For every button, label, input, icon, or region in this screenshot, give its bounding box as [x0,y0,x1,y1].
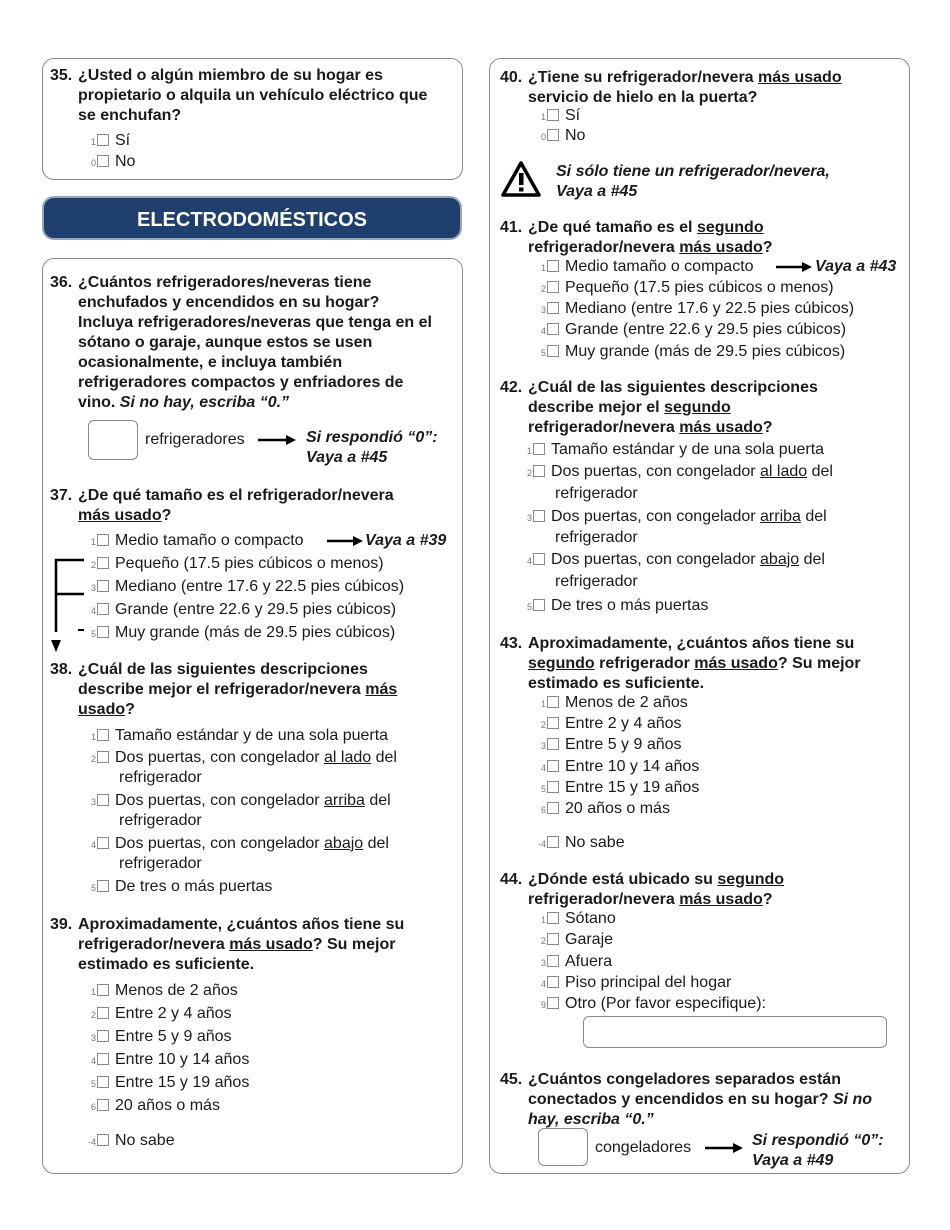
q36-instruction: Si no hay, escriba “0.” [119,394,290,411]
q42-text-part: describe mejor el [528,399,665,416]
option-code: 2 [90,754,96,764]
option-label: Tamaño estándar y de una sola puerta [115,727,389,744]
option-label-end: del [363,835,389,852]
checkbox[interactable] [547,345,559,357]
checkbox[interactable] [533,510,545,522]
q39-text-part: refrigerador/nevera [78,936,230,953]
checkbox[interactable] [547,260,559,272]
option-code: 6 [540,805,546,815]
q43-option-4[interactable] [536,757,699,778]
option-code: 5 [90,1079,96,1089]
option-label: Muy grande (más de 29.5 pies cúbicos) [565,343,846,360]
q39-text-line1: Aproximadamente, ¿cuántos años tiene su [78,916,405,933]
checkbox[interactable] [533,465,545,477]
q42-text-line1: ¿Cuál de las siguientes descripciones [528,379,818,396]
q37-option-1[interactable] [86,531,304,552]
q37-text-end: ? [161,507,172,524]
option-label: Grande (entre 22.6 y 29.5 pies cúbicos) [115,601,397,618]
option-code: 3 [540,958,546,968]
option-code: -4 [537,839,546,849]
option-code: 3 [540,305,546,315]
q37-text-line2 [78,506,171,526]
q42-option-3-cont: refrigerador [555,529,638,546]
q45-text-line1: ¿Cuántos congeladores separados están [528,1071,841,1088]
option-code: 4 [540,979,546,989]
option-label: Medio tamaño o compacto [565,258,754,275]
q36-text-line2: enchufados y encendidos en su hogar? [78,294,380,311]
q38-option-1[interactable] [86,726,388,747]
checkbox[interactable] [547,976,559,988]
option-underlined: abajo [324,835,364,852]
option-code: -4 [87,1137,96,1147]
q44-number: 44. [500,871,523,888]
option-code: 3 [90,1033,96,1043]
option-label: Entre 5 y 9 años [565,736,682,753]
option-label: Grande (entre 22.6 y 29.5 pies cúbicos) [565,321,847,338]
checkbox[interactable] [97,1030,109,1042]
option-label: Entre 15 y 19 años [565,779,700,796]
q39-number: 39. [50,916,73,933]
checkbox[interactable] [97,557,109,569]
checkbox[interactable] [547,302,559,314]
checkbox[interactable] [547,836,559,848]
q43-underlined: segundo [528,655,595,672]
q42-option-5[interactable] [522,596,708,617]
q40-text-line2: servicio de hielo en la puerta? [528,89,758,106]
q45-count-input[interactable] [538,1128,588,1166]
option-underlined: abajo [760,551,800,568]
option-code: 2 [540,284,546,294]
q43-text-line2 [528,654,861,674]
q41-text-line1 [528,218,764,238]
section-banner: ELECTRODOMÉSTICOS [42,196,462,240]
option-code: 2 [540,720,546,730]
option-code: 0 [90,158,96,168]
q42-number: 42. [500,379,523,396]
q42-option-4-cont: refrigerador [555,573,638,590]
q39-option-1[interactable] [86,981,238,1002]
q40-warning-line2: Vaya a #45 [556,183,638,200]
q43-option-6[interactable] [536,799,670,820]
q43-text-line3: estimado es suficiente. [528,675,705,692]
q41-text-line2 [528,238,773,258]
q41-option-2[interactable] [536,278,834,299]
checkbox[interactable] [97,880,109,892]
option-label: Tamaño estándar y de una sola puerta [551,441,825,458]
q43-text-part: refrigerador [594,655,695,672]
option-code: 4 [90,840,96,850]
option-code: 1 [540,112,546,122]
option-underlined: al lado [324,749,372,766]
option-code: 5 [90,629,96,639]
option-label: Dos puertas, con congelador [115,835,325,852]
arrow-right-icon [327,535,365,547]
option-code: 5 [90,883,96,893]
q45-unit-label: congeladores [595,1139,692,1156]
checkbox[interactable] [97,1099,109,1111]
q37-skip: Vaya a #39 [365,532,447,549]
q45-instruction: hay, escriba “0.” [528,1111,654,1128]
checkbox[interactable] [547,781,559,793]
q44-option-4[interactable] [536,973,731,994]
q38-option-5[interactable] [86,877,272,898]
q44-underlined: más usado [679,891,763,908]
q35-option-no[interactable] [86,152,135,173]
option-label: 20 años o más [115,1097,220,1114]
checkbox[interactable] [97,984,109,996]
option-code: 5 [526,602,532,612]
checkbox[interactable] [97,134,109,146]
checkbox[interactable] [547,760,559,772]
q35-number: 35. [50,67,73,84]
checkbox[interactable] [97,1053,109,1065]
q36-text-plain: vino. [78,394,120,411]
checkbox[interactable] [97,1076,109,1088]
option-label: Piso principal del hogar [565,974,732,991]
option-code: 3 [540,741,546,751]
option-code: 0 [540,132,546,142]
option-code: 2 [90,1010,96,1020]
q38-text-part: describe mejor el refrigerador/nevera [78,681,366,698]
option-label: Muy grande (más de 29.5 pies cúbicos) [115,624,396,641]
q35-text-line2: propietario o alquila un vehículo eléctrico que [78,87,428,104]
option-code: 6 [90,1102,96,1112]
option-code: 1 [90,987,96,997]
option-label: Medio tamaño o compacto [115,532,304,549]
option-code: 2 [526,468,532,478]
q39-option-2[interactable] [86,1004,232,1025]
option-code: 4 [526,556,532,566]
option-code: 5 [540,348,546,358]
checkbox[interactable] [547,323,559,335]
q41-option-1[interactable] [536,257,754,278]
option-code: 4 [90,1056,96,1066]
option-underlined: al lado [760,463,808,480]
checkbox[interactable] [547,281,559,293]
option-label-end: del [799,551,825,568]
option-label-end: del [800,508,827,525]
q39-text-line3: estimado es suficiente. [78,956,255,973]
q36-skip-line2: Vaya a #45 [306,449,388,466]
q38-text-line3 [78,700,135,720]
q36-text-line1: ¿Cuántos refrigeradores/neveras tiene [78,274,372,291]
q39-option-dont-know[interactable] [82,1131,175,1152]
q45-number: 45. [500,1071,523,1088]
q36-text-line7 [78,393,289,413]
q42-text-end: ? [762,419,773,436]
q37-number: 37. [50,487,73,504]
option-code: 1 [540,263,546,273]
q42-text-part: refrigerador/nevera [528,419,680,436]
option-code: 1 [90,137,96,147]
q45-skip-line2: Vaya a #49 [752,1152,834,1169]
checkbox[interactable] [97,729,109,741]
q45-instruction: Si no [832,1091,873,1108]
option-code: 4 [90,606,96,616]
checkbox[interactable] [547,912,559,924]
q44-text-part: ¿Dónde está ubicado su [528,871,718,888]
option-label: Otro (Por favor especifique): [565,995,766,1012]
option-label: Entre 2 y 4 años [565,715,682,732]
q45-text-line3 [528,1110,654,1130]
option-label: Garaje [565,931,614,948]
option-label-end: del [364,792,391,809]
q39-option-6[interactable] [86,1096,220,1117]
q41-number: 41. [500,219,523,236]
option-label: De tres o más puertas [551,597,709,614]
q41-option-4[interactable] [536,320,846,341]
q41-underlined: segundo [696,219,764,236]
option-label: Entre 10 y 14 años [565,758,700,775]
q36-skip-line1: Si respondió “0”: [306,429,438,446]
q44-option-2[interactable] [536,930,613,951]
option-underlined: arriba [324,792,365,809]
q38-option-2-cont: refrigerador [119,769,202,786]
q41-option-3[interactable] [536,299,854,320]
option-label: Mediano (entre 17.6 y 22.5 pies cúbicos) [565,300,855,317]
q38-option-3-cont: refrigerador [119,812,202,829]
option-label: Dos puertas, con congelador [115,749,325,766]
option-code: 3 [526,513,532,523]
q41-underlined: más usado [679,239,763,256]
q40-number: 40. [500,69,523,86]
q40-text-part: ¿Tiene su refrigerador/nevera [528,69,759,86]
option-label: Entre 2 y 4 años [115,1005,232,1022]
checkbox[interactable] [547,738,559,750]
q37-option-3[interactable] [86,577,404,598]
option-label: No [565,127,586,144]
arrow-right-icon [776,261,814,273]
q41-skip: Vaya a #43 [815,258,897,275]
q39-text-line2 [78,935,395,955]
checkbox[interactable] [533,599,545,611]
warning-icon [500,160,542,198]
q42-text-line2 [528,398,731,418]
option-code: 2 [90,560,96,570]
option-label: Dos puertas, con congelador [551,463,761,480]
option-label: Pequeño (17.5 pies cúbicos o menos) [115,555,384,572]
q43-option-dont-know[interactable] [532,833,625,854]
checkbox[interactable] [97,837,109,849]
option-label-end: del [371,749,397,766]
q43-underlined: más usado [694,655,778,672]
q40-option-no[interactable] [536,126,585,147]
q38-option-4-cont: refrigerador [119,855,202,872]
q43-number: 43. [500,635,523,652]
checkbox[interactable] [547,933,559,945]
q43-option-3[interactable] [536,735,682,756]
q37-option-5[interactable] [86,623,395,644]
checkbox[interactable] [97,626,109,638]
checkbox[interactable] [547,955,559,967]
q42-option-2[interactable] [522,462,833,483]
option-label: No [115,153,136,170]
checkbox[interactable] [547,717,559,729]
q36-count-input[interactable] [88,420,138,460]
option-label: Dos puertas, con congelador [551,551,761,568]
option-code: 3 [90,583,96,593]
q37-option-2[interactable] [86,554,384,575]
q43-option-5[interactable] [536,778,699,799]
checkbox[interactable] [97,1007,109,1019]
option-code: 1 [90,732,96,742]
q45-text-line2 [528,1090,872,1110]
option-label: Dos puertas, con congelador [115,792,325,809]
q40-warning-line1: Si sólo tiene un refrigerador/nevera, [556,163,830,180]
q38-text-line1: ¿Cuál de las siguientes descripciones [78,661,368,678]
q37-option-4[interactable] [86,600,396,621]
option-label: 20 años o más [565,800,670,817]
q36-text-line5: ocasionalmente, e incluya también [78,354,343,371]
q35-option-yes[interactable] [86,131,130,152]
q43-option-2[interactable] [536,714,682,735]
q42-option-1[interactable] [522,440,824,461]
q44-option-9[interactable] [536,994,766,1015]
q39-option-4[interactable] [86,1050,249,1071]
option-label: Mediano (entre 17.6 y 22.5 pies cúbicos) [115,578,405,595]
q38-underlined: más [365,681,398,698]
q42-option-3[interactable] [522,507,827,528]
option-code: 5 [540,784,546,794]
q35-text-line3: se enchufan? [78,107,182,124]
q40-option-yes[interactable] [536,106,580,127]
q38-underlined: usado [78,701,126,718]
checkbox[interactable] [547,696,559,708]
q39-underlined: más usado [229,936,313,953]
option-code: 1 [90,537,96,547]
bracket-arrow-icon [48,556,98,656]
q45-text-part: conectados y encendidos en su hogar? [528,1091,833,1108]
checkbox[interactable] [97,580,109,592]
option-code: 2 [540,936,546,946]
q44-option-1[interactable] [536,909,616,930]
option-code: 9 [540,1000,546,1010]
arrow-right-icon [258,434,298,446]
checkbox[interactable] [97,155,109,167]
option-label: No sabe [115,1132,175,1149]
option-label: Sótano [565,910,616,927]
q43-text-part: ? Su mejor [777,655,861,672]
q41-text-end: ? [762,239,773,256]
q44-text-part: refrigerador/nevera [528,891,680,908]
q36-text-line4: sótano o garaje, aunque estos se usen [78,334,373,351]
q38-option-3[interactable] [86,791,391,812]
q36-text-line6: refrigeradores compactos y enfriadores de [78,374,404,391]
checkbox[interactable] [533,443,545,455]
option-code: 3 [90,797,96,807]
option-code: 1 [540,915,546,925]
option-label: No sabe [565,834,625,851]
q42-option-2-cont: refrigerador [555,485,638,502]
q44-underlined: segundo [717,871,785,888]
option-label: Entre 10 y 14 años [115,1051,250,1068]
q38-number: 38. [50,661,73,678]
q42-underlined: segundo [664,399,731,416]
q35-text-line1: ¿Usted o algún miembro de su hogar es [78,67,383,84]
q39-option-3[interactable] [86,1027,232,1048]
q43-option-1[interactable] [536,693,688,714]
option-label: Dos puertas, con congelador [551,508,761,525]
checkbox[interactable] [97,603,109,615]
option-label: Sí [565,107,581,124]
q44-text-end: ? [762,891,773,908]
q38-text-end: ? [125,701,135,718]
q36-unit-label: refrigeradores [145,431,245,448]
option-label: Menos de 2 años [115,982,238,999]
checkbox[interactable] [97,751,109,763]
checkbox[interactable] [547,802,559,814]
q38-text-line2 [78,680,397,700]
option-label: Pequeño (17.5 pies cúbicos o menos) [565,279,834,296]
checkbox[interactable] [547,129,559,141]
q42-underlined: más usado [679,419,763,436]
checkbox[interactable] [533,553,545,565]
option-label: Entre 5 y 9 años [115,1028,232,1045]
q37-text-line1: ¿De qué tamaño es el refrigerador/nevera [78,487,394,504]
q45-skip-line1: Si respondió “0”: [752,1132,884,1149]
q38-option-2[interactable] [86,748,397,769]
q36-text-line3: Incluya refrigeradores/neveras que tenga en el [78,314,432,331]
checkbox[interactable] [97,534,109,546]
arrow-right-icon [705,1142,745,1154]
option-label: Sí [115,132,131,149]
option-underlined: arriba [760,508,801,525]
option-label: Entre 15 y 19 años [115,1074,250,1091]
q37-underlined: más usado [78,507,162,524]
q41-text-part: refrigerador/nevera [528,239,680,256]
q36-number: 36. [50,274,73,291]
option-label-end: del [807,463,833,480]
q44-option-3[interactable] [536,952,612,973]
q41-option-5[interactable] [536,342,845,363]
q40-text-line1 [528,68,842,88]
option-label: Afuera [565,953,613,970]
q39-text-part: ? Su mejor [312,936,396,953]
option-label: Menos de 2 años [565,694,688,711]
checkbox[interactable] [97,1134,109,1146]
checkbox[interactable] [547,997,559,1009]
checkbox[interactable] [97,794,109,806]
option-code: 1 [526,446,532,456]
option-label: De tres o más puertas [115,878,273,895]
checkbox[interactable] [547,109,559,121]
option-code: 1 [540,699,546,709]
q42-option-4[interactable] [522,550,825,571]
q40-underlined: más usado [758,69,842,86]
q44-text-line1 [528,870,784,890]
option-code: 4 [540,763,546,773]
q44-other-specify-input[interactable] [583,1016,887,1048]
q41-text-part: ¿De qué tamaño es el [528,219,697,236]
q38-option-4[interactable] [86,834,389,855]
option-code: 4 [540,326,546,336]
q39-option-5[interactable] [86,1073,249,1094]
q44-text-line2 [528,890,773,910]
q42-text-line3 [528,418,773,438]
q43-text-line1: Aproximadamente, ¿cuántos años tiene su [528,635,855,652]
